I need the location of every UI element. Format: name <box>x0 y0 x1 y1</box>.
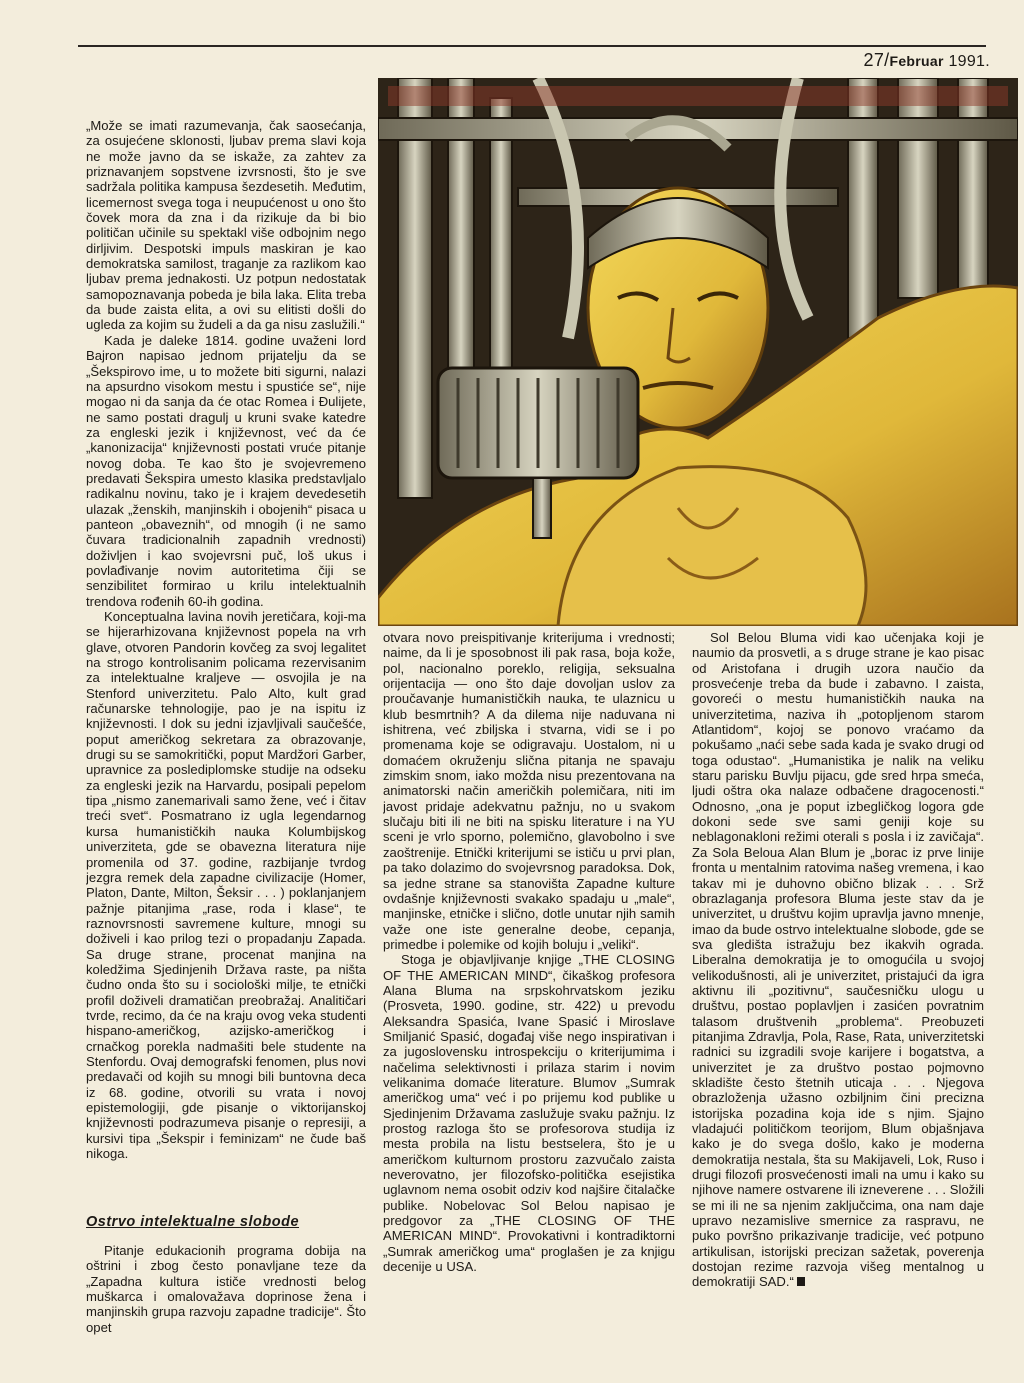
illustration-graphic <box>378 78 1018 626</box>
cyborg-illustration <box>378 78 1018 626</box>
date-month: Februar <box>889 53 944 69</box>
date-day: 27/ <box>863 50 890 70</box>
column-2 <box>383 630 675 1350</box>
paragraph: Konceptualna lavina novih jeretičara, koji-ma se hijerarhizovana književnost popela na vrh glave, otvoren Pandorin kovčeg za svoj legalitet na strogo kontrolisanim policama rezervisanim za intelektualne kraljeve — osvojila je na Stenford univerzitetu. Palo Alto, kult grad računarske tehnologije, pao je na ispitu iz književnosti. I dok su jedni izjavljivali saučešće, poput američkog sekretara za obrazovanje, drugi su se samokritički, poput Mardžori Garber, upravnice za poslediplomske studije na odseku za engleski jezik na Harvardu, posipali pepelom tipa „nismo zanemarivali samo žene, već i čitav treći svet“. Posmatrano iz ugla legendarnog kursa humanističkih nauka Kolumbijskog univerziteta, gde se obavezna literatura nije promenila od 37. godine, razbijanje tvrdog jezgra remek dela zapadne civilizacije (Homer, Platon, Dante, Milton, Šeksir . . . ) poklanjanjem pažnje pitanjima „rase, roda i klase“, te raznovrsnosti savremene kulture, mnogi su doživeli i kao prilog tezi o propadanju Zapada. Sa druge strane, procenat manjina na koledžima Sjedinjenih Država raste, pa ništa čudno onda što su i sociološki milje, te etnički profil doživeli dramatičan preobražaj. Analitičari tvrde, recimo, da će na kraju ovog veka studenti hispano-američkog, azijsko-američkog i crnačkog porekla nadmašiti bele studente na Stenfordu. Ovaj demografski fenomen, plus novi predavači od kojih su mnogi bili buntovna deca iz 68. godine, otvorili su vrata i novoj epistemologiji, gde pisanje o viktorijanskoj književnosti podrazumeva pisanje o represiji, a kursivi tipa „Šekspir i feminizam“ ne čude baš nikoga. <box>86 609 366 1162</box>
paragraph: Stoga je objavljivanje knjige „THE CLOSING OF THE AMERICAN MIND“, čikaškog profesora Alana Bluma na srpskohrvatskom jeziku (Prosveta, 1990. godine, str. 422) u prevodu Aleksandra Spasića, Ivane Spasić i Miroslave Smiljanić Spasić, događaj više nego inspirativan i za jugoslovensku introspekciju o kriterijumima i načelima selektivnosti i prilaza starim i novim velikanima domaće literature. Blumov „Sumrak američkog uma“ već i po prijemu kod publike u Sjedinjenim Državama zaslužuje svaku pažnju. Iz prostog razloga što se profesorova studija iz mesta probila na listu bestselera, što je u američkom kulturnom prostoru zazvučalo zaista neverovatno, jer filozofsko-politička esejistika uglavnom nema osobit odziv kod najšire čitalačke publike. Nobelovac Sol Belou napisao je predgovor za „THE CLOSING OF THE AMERICAN MIND“. Provokativni i kontradiktorni „Sumrak američkog uma“ proglašen je za knjigu decenije u USA. <box>383 952 675 1275</box>
paragraph: „Može se imati razumevanja, čak saosećanja, za osujećene sklonosti, ljubav prema slavi koja ne može javno da se iskaže, za zahtev za priznavanjem sopstvene izvrsnosti, što je sve sadržala politika kampusa šezdesetih. Međutim, licemernost svega toga i neupućenost u ono što čovek mora da zna i da rizikuje da bi bio političan učinile su spektakl više odbojnim nego dirljivim. Despotski impuls maskiran je kao demokratska samilost, traganje za razlikom kao ljubav prema jednakosti. Uz potpun nedostatak samopoznavanja pobeda je bila laka. Elita treba da bude zaista elita, a ovi su elitisti došli do ugleda za kojim su žudeli a da ga nisu zaslužili.“ <box>86 118 366 333</box>
column-3 <box>692 630 984 1350</box>
end-mark-icon <box>797 1277 805 1286</box>
paragraph <box>692 630 984 1290</box>
column-1 <box>86 118 366 1208</box>
paragraph: otvara novo preispitivanje kriterijuma i vrednosti; naime, da li je sposobnost ili pak rasa, boja kože, pol, nacionalno poreklo, religija, seksualna orijentacija — ono što daje dovoljan uslov za proučavanje humanističkih nauka, te ulaznicu u klub besmrtnih? A da dilema nije naduvana ni ishitrena, već zbiljska i stvarna, vidi se i po promenama koje se odigravaju. Uostalom, ni u domaćem okruženju slična pitanja ne spavaju zimskim snom, iako možda nisu prezentovana na animatorski način američkih polemičara, niti im javost pridaje adekvatnu pažnju, no u svakom slučaju biti ili ne biti na spisku literature i na YU sceni je vrlo sporno, polemično, glavobolno i sve zaoštrenije. Etnički kriterijumi se ističu u prvi plan, pa tako dolazimo do svojevrsnog paradoksa. Dok, sa jedne strane sa stanovišta Zapadne kulture ovdašnje književnosti svakako spadaju u „male“, manjinske, etničke i slično, dotle unutar njih samih važe one iste generalne deobe, cepanja, primedbe i polemike od kojih boluju i „veliki“. <box>383 630 675 952</box>
section-subheading: Ostrvo intelektualne slobode <box>86 1214 300 1230</box>
date-year: 1991. <box>943 53 990 70</box>
paragraph: Kada je daleke 1814. godine uvaženi lord Bajron napisao jednom prijatelju da se „Šekspirovo ime, u to možete biti sigurni, nalazi na apsurdno visokom mestu i spustiće se“, nije mogao ni da sanja da će otac Romea i Đulijete, ne samo postati dragulj u kruni svake katedre za engleski jezik i književnost, već da će „kanonizacija“ književnosti postati vruće pitanje novog doba. Te kao što je svojevremeno predavati Šekspira umesto klasika predstavljalo radikalnu novinu, tako je i krajem devedesetih ulazak „ženskih, manjinskih i obojenih“ pisaca u panteon „obaveznih“, od mnogih (i ne samo čuvara tradicionalnih zapadnih vrednosti) doživljen i kao svojevrsni puč, loš ukus i povlađivanje novim autoritetima čiji se senzibilitet formirao u krilu intelektualnih trendova rođenih 60-ih godina. <box>86 332 366 609</box>
column-1-continued <box>86 1243 366 1343</box>
paragraph-text: Sol Belou Bluma vidi kao učenjaka koji je naumio da prosvetli, a s druge strane je kao pisac od Aristofana i drugih uzora naučio da prosvećenje treba da bude i zabavno. I zaista, govoreći o mestu humanističkih nauka na univerzitetima, naziva ih „potopljenom starom Atlantidom“, kojoj se ponovo vraćamo da pokušamo „naći sebe sada kada je svako drugi od toga odustao“. „Humanistika je nalik na veliku staru parisku Buvlju pijacu, gde sred hrpa smeća, ljudi oštra oka nalaze odbačene dragocenosti.“ Odnosno, „ona je poput izbegličkog logora gde dokoni sede sve sami geniji koje su neblagonakloni režimi oterali s posla i iz zavičaja“. Za Sola Beloua Alan Blum je „borac iz prve linije fronta u mentalnim ratovima našeg vremena, i kao takav mi je duhovno obično blizak . . . Srž obrazlaganja profesora Bluma jeste stav da je univerzitet, u društvu kojim upravlja javno mnenje, imao da bude ostrvo intelektualne slobode, gde se sva gledišta istražuju bez ikakvih ograda. Liberalna demokratija je to omogućila u svojoj velikodušnosti, ali je univerzitet, pristajući da igra aktivnu ili „pozitivnu“, saučesničku ulogu u društvu, postao poplavljen i zasićen povratnim talasom društvenih „problema“. Preobuzeti pitanjima Zdravlja, Pola, Rase, Rata, univerzitetski radnici su izgradili svoje karijere i bogatstva, a univerzitet je za društvo postao pojmovno skladište često štetnih uticaja . . . Njegova obrazloženja užasno ozbiljnim čini precizna istorijska pozadina koja ide s njim. Sjajno vladajući političkom teorijom, Blum objašnjava kako je do svega došlo, kako je moderna demokratija nestala, šta su Makijaveli, Lok, Ruso i drugi filozofi prosvećenosti imali na umu i kako su njihove namere ostvarene ili izneverene . . . Složili se mi ili ne sa njenim zaključcima, ona nam daje upravo nezamislive smernice za raspravu, ne puko površno prikazivanje tradicije, već potpuno artikulisan, istorijski precizan sažetak, poverenja dostojan rezime razvoja višeg mentalnog u demokratiji SAD.“ <box>692 630 984 1290</box>
paragraph: Pitanje edukacionih programa dobija na oštrini i zbog često ponavljane teze da „Zapadna kultura ističe vrednosti belog muškarca i omalovažava doprinose žena i manjinskih grupa razvoju zapadne tradicije“. Što opet <box>86 1243 366 1335</box>
top-rule <box>78 45 986 47</box>
issue-date <box>864 50 990 71</box>
